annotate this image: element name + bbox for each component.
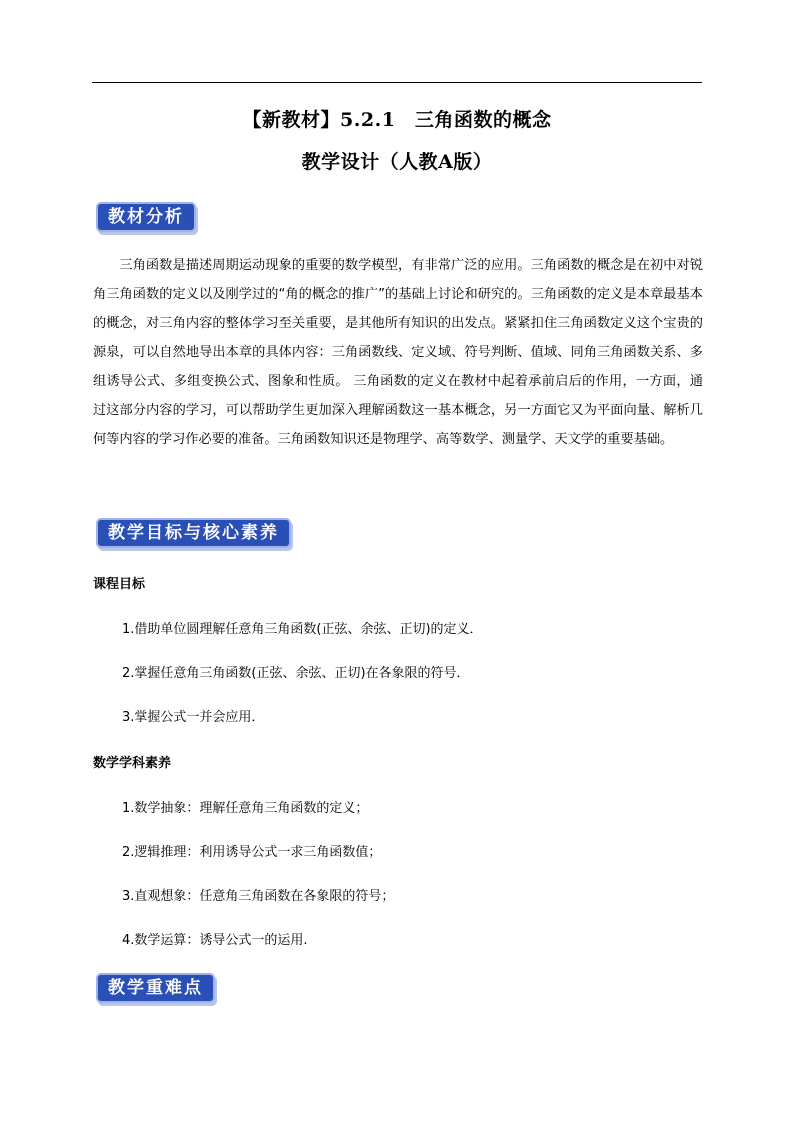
literacy-item: 1.数学抽象：理解任意角三角函数的定义；	[122, 801, 369, 816]
section-badge-objectives: 教学目标与核心素养	[96, 518, 291, 548]
literacy-item: 4.数学运算：诱导公式一的运用.	[122, 933, 308, 948]
course-goal-item: 3.掌握公式一并会应用．	[122, 710, 265, 725]
page-subtitle: 教学设计（人教A版）	[301, 151, 493, 173]
course-goals-heading: 课程目标	[93, 577, 146, 592]
course-goal-item: 1.借助单位圆理解任意角三角函数(正弦、余弦、正切)的定义．	[122, 622, 483, 637]
section-badge-key-points: 教学重难点	[96, 973, 215, 1003]
literacy-item: 3.直观想象：任意角三角函数在各象限的符号；	[122, 889, 395, 904]
literacy-item: 2.逻辑推理：利用诱导公式一求三角函数值；	[122, 845, 382, 860]
page-title: 【新教材】5.2.1 三角函数的概念	[242, 109, 552, 131]
section-badge-analysis: 教材分析	[96, 202, 196, 232]
header-rule	[92, 82, 702, 83]
literacy-heading: 数学学科素养	[93, 756, 172, 771]
analysis-paragraph: 三角函数是描述周期运动现象的重要的数学模型，有非常广泛的应用。三角函数的概念是在初中对锐角三角函数的定义以及刚学过的“角的概念的推广”的基础上讨论和研究的。三角函数的定义是本章最基本的概念，对三角内容的整体学习至关重要，是其他所有知识的出发点。紧紧扣住三角函数定义这个宝贵的源泉，可以自然地导出本章的具体内容：三角函数线、定义域、符号判断、值域、同角三角函数关系、多组诱导公式、多组变换公式、图象和性质。 三角函数的定义在教材中起着承前启后的作用，一方面，通过这部分内容的学习，可以帮助学生更加深入理解函数这一基本概念，另一方面它又为平面向量、解析几何等内容的学习作必要的准备。三角函数知识还是物理学、高等数学、测量学、天文学的重要基础。	[93, 258, 703, 447]
course-goal-item: 2.掌握任意角三角函数(正弦、余弦、正切)在各象限的符号．	[122, 666, 470, 681]
